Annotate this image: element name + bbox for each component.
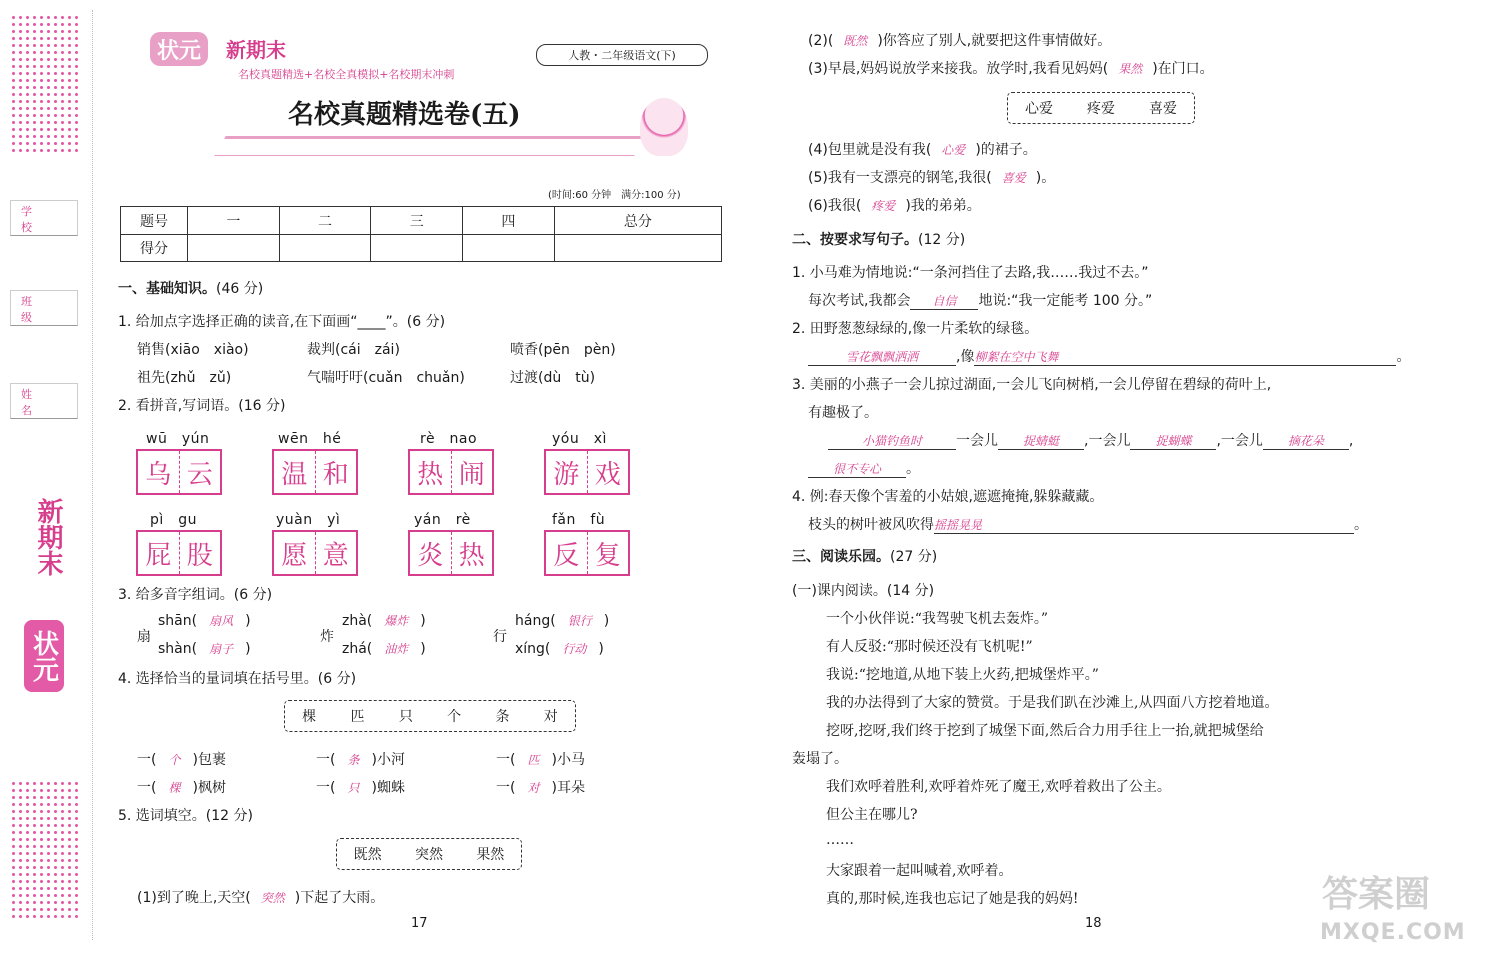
pinyin: pì gu (150, 512, 198, 528)
watermark-logo: 答案圈 (1322, 874, 1431, 915)
q5-options-2: 心爱 疼爱 喜爱 (1007, 92, 1195, 124)
score-table (120, 206, 722, 262)
polyphone-reading: zhà( 爆炸 ) (342, 613, 426, 629)
q5-line-1: (1)到了晚上,天空( 突然 )下起了大雨。 (137, 890, 385, 906)
reading-para: 真的,那时候,连我也忘记了她是我的妈妈! (826, 891, 1079, 907)
word-box[interactable]: 乌 云 (136, 449, 222, 495)
section-1-title: 一、基础知识。(46 分) (118, 281, 264, 297)
measure-item: 一( 条 )小河 (316, 752, 405, 768)
section-2-title: 二、按要求写句子。(12 分) (792, 232, 966, 248)
score-cell[interactable] (371, 235, 463, 262)
q5-line-2: (2)( 既然 )你答应了别人,就要把这件事情做好。 (808, 33, 1112, 49)
pinyin: yán rè (414, 512, 471, 528)
score-header-4: 四 (463, 207, 555, 235)
polyphone-reading: shàn( 扇子 ) (158, 641, 251, 657)
q4-title: 4. 选择恰当的量词填在括号里。(6 分) (118, 671, 357, 687)
score-header-label: 题号 (121, 207, 188, 235)
name-field[interactable]: 姓名 (10, 383, 78, 419)
s3-subtitle: (一)课内阅读。(14 分) (792, 583, 935, 599)
s2-q3-answer-2: 很不专心 。 (808, 458, 920, 478)
q1-item: 喷香(pēn pèn) (510, 342, 616, 358)
q1-item: 过渡(dù tù) (510, 370, 596, 386)
q5-line-3: (3)早晨,妈妈说放学来接我。放学时,我看见妈妈( 果然 )在门口。 (808, 61, 1214, 77)
word-box[interactable]: 游 戏 (544, 449, 630, 495)
q5-line-5: (5)我有一支漂亮的钢笔,我很( 喜爱 )。 (808, 170, 1056, 186)
score-row-label: 得分 (121, 235, 188, 262)
word-box[interactable]: 愿 意 (272, 530, 358, 576)
q1-item: 销售(xiāo xiào) (137, 342, 249, 358)
measure-item: 一( 只 )蜘蛛 (316, 780, 405, 796)
page-number-left: 17 (411, 916, 428, 931)
time-note: (时间:60 分钟 满分:100 分) (548, 190, 681, 201)
score-header-1: 一 (188, 207, 280, 235)
word-box[interactable]: 屁 股 (136, 530, 222, 576)
slogan: 名校真题精选+名校全真模拟+名校期末冲刺 (238, 68, 455, 81)
polyphone-reading: shān( 扇风 ) (158, 613, 251, 629)
q5-title: 5. 选词填空。(12 分) (118, 808, 253, 824)
q2-title: 2. 看拼音,写词语。(16 分) (118, 398, 286, 414)
q5-line-6: (6)我很( 疼爱 )我的弟弟。 (808, 198, 981, 214)
s2-q1-text: 1. 小马难为情地说:“一条河挡住了去路,我……我过不去。” (792, 265, 1149, 281)
q5-line-4: (4)包里就是没有我( 心爱 )的裙子。 (808, 142, 1037, 158)
sidebar-brand: 新期末 (33, 498, 63, 576)
polyphone-reading: háng( 银行 ) (515, 613, 610, 629)
school-field[interactable]: 学校 (10, 200, 78, 236)
measure-item: 一( 匹 )小马 (496, 752, 585, 768)
word-box[interactable]: 反 复 (544, 530, 630, 576)
polyphone-char: 炸 (320, 629, 334, 645)
q1-item: 气喘吁吁(cuǎn chuǎn) (307, 370, 465, 386)
dot-pattern-bottom (10, 780, 80, 920)
score-cell[interactable] (554, 235, 721, 262)
s2-q4-answer: 枝头的树叶被风吹得摇摇晃晃 。 (808, 517, 1368, 533)
pinyin: yóu xì (552, 431, 607, 447)
s2-q3-text: 3. 美丽的小燕子一会儿掠过湖面,一会儿飞向树梢,一会儿停留在碧绿的荷叶上, (792, 377, 1272, 393)
s2-q3-answer: 小猫钓鱼时 一会儿 捉蜻蜓 ,一会儿 捉蝴蝶 ,一会儿 摘花朵 , (828, 430, 1353, 450)
polyphone-reading: xíng( 行动 ) (515, 641, 604, 657)
polyphone-reading: zhá( 油炸 ) (342, 641, 426, 657)
reading-para: 我们欢呼着胜利,欢呼着炸死了魔王,欢呼着救出了公主。 (826, 779, 1171, 795)
measure-item: 一( 棵 )枫树 (137, 780, 226, 796)
reading-para: 一个小伙伴说:“我驾驶飞机去轰炸。” (826, 611, 1049, 627)
s2-q4-text: 4. 例:春天像个害羞的小姑娘,遮遮掩掩,躲躲藏藏。 (792, 489, 1104, 505)
watermark-url: MXQE.COM (1320, 920, 1466, 945)
s2-q2-text: 2. 田野葱葱绿绿的,像一片柔软的绿毯。 (792, 321, 1039, 337)
reading-para: 但公主在哪儿? (826, 807, 918, 823)
pinyin: wēn hé (278, 431, 342, 447)
s2-q1-answer: 每次考试,我都会 自信 地说:“我一定能考 100 分。” (808, 293, 1153, 309)
page-number-right: 18 (1085, 916, 1102, 931)
score-cell[interactable] (463, 235, 555, 262)
polyphone-char: 行 (493, 629, 507, 645)
edition-label: 人教・二年级语文(下) (536, 44, 708, 66)
reading-para: …… (826, 832, 854, 848)
q3-title: 3. 给多音字组词。(6 分) (118, 587, 273, 603)
reading-para: 我的办法得到了大家的赞赏。于是我们趴在沙滩上,从四面八方挖着地道。 (826, 695, 1279, 711)
binding-line (92, 10, 93, 940)
s2-q3-text-2: 有趣极了。 (808, 405, 878, 421)
brand-title: 新期末 (226, 38, 286, 62)
logo: 状元 (150, 32, 208, 66)
q4-options: 棵 匹 只 个 条 对 (284, 700, 576, 732)
reading-para: 大家跟着一起叫喊着,欢呼着。 (826, 863, 1013, 879)
q1-item: 祖先(zhǔ zǔ) (137, 370, 232, 386)
q1-title: 1. 给加点字选择正确的读音,在下面画“____”。(6 分) (118, 314, 446, 330)
word-box[interactable]: 炎 热 (408, 530, 494, 576)
mascot-icon (640, 98, 688, 156)
section-3-title: 三、阅读乐园。(27 分) (792, 549, 938, 565)
q5-options-1: 既然 突然 果然 (336, 838, 522, 870)
class-field[interactable]: 班级 (10, 290, 78, 326)
q1-item: 裁判(cái zái) (307, 342, 400, 358)
page-title: 名校真题精选卷(五) (288, 100, 521, 130)
title-ribbon (214, 136, 646, 156)
score-header-2: 二 (279, 207, 371, 235)
reading-para: 轰塌了。 (792, 751, 848, 767)
pinyin: wū yún (146, 431, 210, 447)
word-box[interactable]: 热 闹 (408, 449, 494, 495)
reading-para: 有人反驳:“那时候还没有飞机呢!” (826, 639, 1033, 655)
score-cell[interactable] (188, 235, 280, 262)
measure-item: 一( 对 )耳朵 (496, 780, 585, 796)
reading-para: 我说:“挖地道,从地下装上火药,把城堡炸平。” (826, 667, 1099, 683)
pinyin: rè nao (420, 431, 478, 447)
measure-item: 一( 个 )包裹 (137, 752, 226, 768)
score-cell[interactable] (279, 235, 371, 262)
polyphone-char: 扇 (137, 629, 151, 645)
reading-para: 挖呀,挖呀,我们终于挖到了城堡下面,然后合力用手往上一抬,就把城堡给 (826, 723, 1264, 739)
score-header-3: 三 (371, 207, 463, 235)
score-header-total: 总分 (554, 207, 721, 235)
word-box[interactable]: 温 和 (272, 449, 358, 495)
pinyin: yuàn yì (276, 512, 341, 528)
s2-q2-answer: 雪花飘飘洒洒 ,像柳絮在空中飞舞 。 (808, 346, 1410, 366)
sidebar-logo: 状元 (24, 620, 64, 692)
pinyin: fǎn fù (552, 512, 606, 528)
dot-pattern-top (10, 14, 80, 154)
